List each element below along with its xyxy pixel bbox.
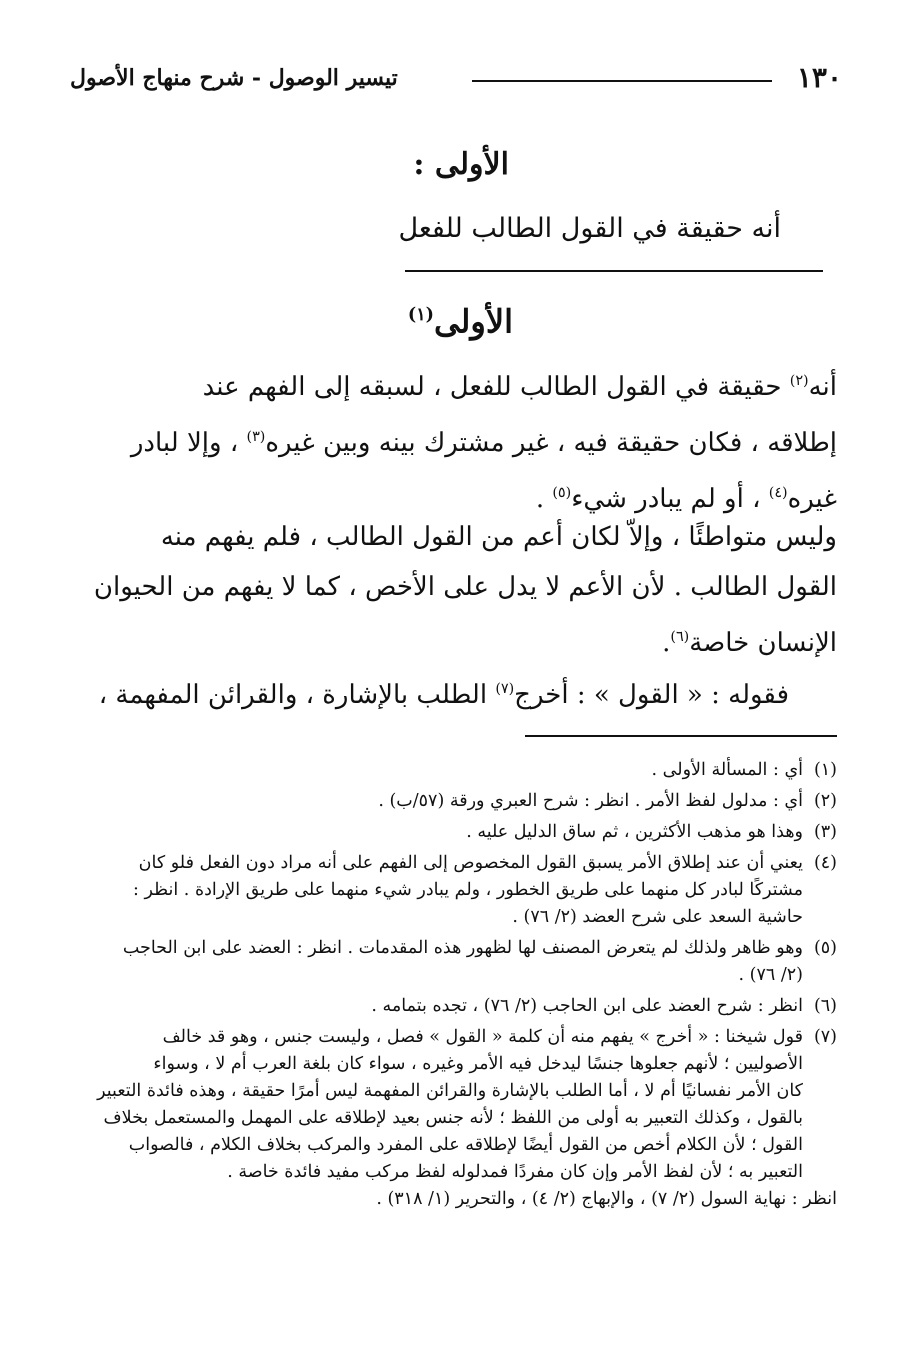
paragraph-1-line-3: غيره$^{(٤)}$ ، أو لم يبادر شيء$^{(٥)}$ . — [535, 484, 837, 514]
page-number: ١٣٠ — [796, 61, 842, 94]
footnote-6: (٦)انظر : شرح العضد على ابن الحاجب (٢/ ٧٦) ، تجده بتمامه . — [371, 996, 837, 1016]
section-heading: الأولى : — [413, 147, 509, 182]
section-subheading: أنه حقيقة في القول الطالب للفعل — [398, 213, 781, 244]
footnote-7-line-4: بالقول ، وكذلك التعبير به أولى من اللفظ ؛ لأنه جنس بعيد لإطلاقه على المهمل والمستعمل بخلاف — [103, 1108, 803, 1128]
main-heading — [408, 288, 513, 348]
footnotes — [72, 757, 837, 1213]
footnote-ref-3: (٣) — [246, 429, 266, 445]
section-rule — [405, 270, 823, 272]
book-title: تيسير الوصول - شرح منهاج الأصول — [70, 65, 398, 91]
footnote-ref-5: (٥) — [552, 485, 572, 501]
footnote-4: (٤)يعني أن عند إطلاق الأمر يسبق القول المخصوص إلى الفهم على أنه مراد دون الفعل فلو كان — [138, 853, 837, 873]
paragraph-1-line-2: إطلاقه ، فكان حقيقة فيه ، غير مشترك بينه وبين غيره$^{(٣)}$ ، وإلا لبادر — [130, 428, 837, 458]
paragraph-2-line-3: الإنسان خاصة$^{(٦)}$. — [662, 628, 837, 658]
footnote-4-line-2: مشتركًا لبادر كل منهما على طريق الخطور ، ولم يبادر شيء منهما على طريق الإرادة . انظر : — [133, 880, 803, 900]
paragraph-3-line-1: فقوله : « القول » : أخرج$^{(٧)}$ الطلب بالإشارة ، والقرائن المفهمة ، — [98, 680, 789, 710]
footnote-7-line-5: القول ؛ لأن الكلام أخص من القول أيضًا لإطلاقه على المفرد والمركب بخلاف الكلام ، فالصواب — [128, 1135, 803, 1155]
footnote-3: (٣)وهذا هو مذهب الأكثرين ، ثم ساق الدليل عليه . — [466, 822, 837, 842]
paragraph-1 — [72, 356, 837, 524]
footnote-4-line-3: حاشية السعد على شرح العضد (٢/ ٧٦) . — [512, 907, 803, 927]
footnote-7-line-7: انظر : نهاية السول (٢/ ٧) ، والإبهاج (٢/ ٤) ، والتحرير (١/ ٣١٨) . — [376, 1189, 837, 1209]
paragraph-2-line-1: وليس متواطئًا ، وإلاّ لكان أعم من القول الطالب ، فلم يفهم منه — [160, 522, 837, 552]
footnote-ref-2: (٢) — [789, 373, 809, 389]
paragraph-1-line-1: أنه$^{(٢)}$ حقيقة في القول الطالب للفعل ، لسبقه إلى الفهم عند — [202, 372, 837, 402]
footnote-7-line-2: الأصوليين ؛ لأنهم جعلوها جنسًا ليدخل فيه الأمر وغيره ، سواء كان بلغة العرب أم لا ، وسواء — [153, 1054, 803, 1074]
footnote-7-line-6: التعبير به ؛ لأن لفظ الأمر وإن كان مفردًا فمدلوله لفظ مركب مفيد فائدة خاصة . — [227, 1162, 803, 1182]
footnote-ref-6: (٦) — [670, 629, 690, 645]
footnote-1: (١)أي : المسألة الأولى . — [651, 760, 837, 780]
footnote-7: (٧)قول شيخنا : « أخرج » يفهم منه أن كلمة « القول » فصل ، وليست جنس ، وهو قد خالف — [162, 1027, 837, 1047]
footnote-5: (٥)وهو ظاهر ولذلك لم يتعرض المصنف لها لظهور هذه المقدمات . انظر : العضد على ابن الحاجب — [122, 938, 837, 958]
running-header — [70, 58, 842, 98]
header-rule — [472, 80, 772, 82]
paragraph-3 — [72, 664, 789, 720]
footnote-ref-1: (١) — [407, 304, 434, 325]
footnote-separator — [525, 735, 837, 737]
paragraph-2 — [72, 512, 837, 668]
main-heading-text: الأولى — [433, 302, 513, 341]
footnote-2: (٢)أي : مدلول لفظ الأمر . انظر : شرح العبري ورقة (٥٧/ب) . — [378, 791, 837, 811]
paragraph-2-line-2: القول الطالب . لأن الأعم لا يدل على الأخص ، كما لا يفهم من الحيوان — [93, 572, 837, 602]
footnote-5-line-2: (٢/ ٧٦) . — [738, 965, 803, 985]
footnote-ref-7: (٧) — [495, 681, 515, 697]
footnote-ref-4: (٤) — [768, 485, 788, 501]
footnote-7-line-3: كان الأمر نفسانيًا أم لا ، أما الطلب بالإشارة والقرائن المفهمة ليس أمرًا حقيقة ، وهذه فائدة التعبير — [97, 1081, 803, 1101]
